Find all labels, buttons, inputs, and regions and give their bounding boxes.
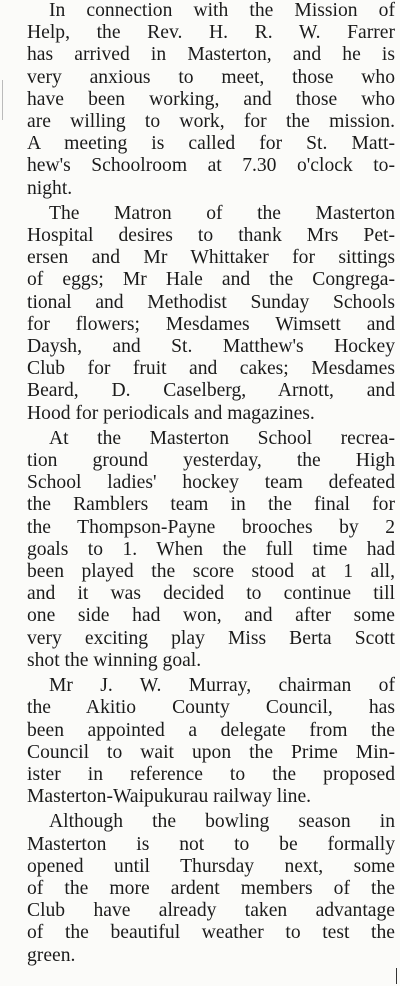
text-line: night. [27,177,73,199]
text-line: opened until Thursday next, some [27,855,395,877]
text-line: tion ground yesterday, the High [27,450,395,472]
text-line: Masterton-Waipukurau railway line. [27,786,312,808]
text-line: Club for fruit and cakes; Mesdames [27,358,395,380]
text-line: tional and Methodist Sunday Schools [27,291,395,313]
text-line: A meeting is called for St. Matt- [27,133,395,155]
column-rule-right [396,968,397,984]
text-line: of the beautiful weather to test the [27,922,395,944]
paragraph-hospital-thanks [5,203,395,425]
text-line: the Ramblers team in the final for [27,494,395,516]
text-line: the Thompson-Payne brooches by 2 [27,516,395,538]
text-line: ersen and Mr Whittaker for sittings [27,247,395,269]
text-line: very anxious to meet, those who [27,66,395,88]
text-line: the Akitio County Council, has [27,697,395,719]
text-line: Beard, D. Caselberg, Arnott, and [27,380,395,402]
text-line: one side had won, and after some [27,605,395,627]
text-line: Masterton is not to be formally [27,833,395,855]
text-line: ister in reference to the proposed [27,763,395,785]
text-line: School ladies' hockey team defeated [27,472,395,494]
paragraph-county-council [5,675,395,808]
paragraph-hockey-final [5,428,395,672]
text-line: shot the winning goal. [27,649,202,671]
text-line: Hood for periodicals and magazines. [27,402,315,424]
text-line: At the Masterton School recrea- [49,427,395,449]
text-line: are willing to work, for the mission. [27,111,395,133]
text-line: goals to 1. When the full time had [27,538,395,560]
text-line: and it was decided to continue till [27,583,395,605]
news-column [5,0,395,967]
text-line: Council to wait upon the Prime Min- [27,741,395,763]
text-line: Club have already taken advantage [27,900,395,922]
text-line: hew's Schoolroom at 7.30 o'clock to- [27,155,395,177]
text-line: green. [27,944,76,966]
text-line: In connection with the Mission of [49,0,395,21]
text-line: of eggs; Mr Hale and the Congrega- [27,269,395,291]
text-line: of the more ardent members of the [27,877,395,899]
paragraph-bowling-season [5,811,395,966]
text-line: have been working, and those who [27,88,395,110]
text-line: has arrived in Masterton, and he is [27,44,395,66]
text-line: Help, the Rev. H. R. W. Farrer [27,22,395,44]
column-rule-left [2,80,3,120]
text-line: Hospital desires to thank Mrs Pet- [27,225,395,247]
text-line: Daysh, and St. Matthew's Hockey [27,336,395,358]
text-line: The Matron of the Masterton [49,202,395,224]
paragraph-mission-of-help [5,0,395,200]
text-line: been played the score stood at 1 all, [27,561,395,583]
text-line: for flowers; Mesdames Wimsett and [27,313,395,335]
text-line: Mr J. W. Murray, chairman of [49,675,395,697]
text-line: Although the bowling season in [49,811,395,833]
text-line: very exciting play Miss Berta Scott [27,627,395,649]
text-line: been appointed a delegate from the [27,719,395,741]
